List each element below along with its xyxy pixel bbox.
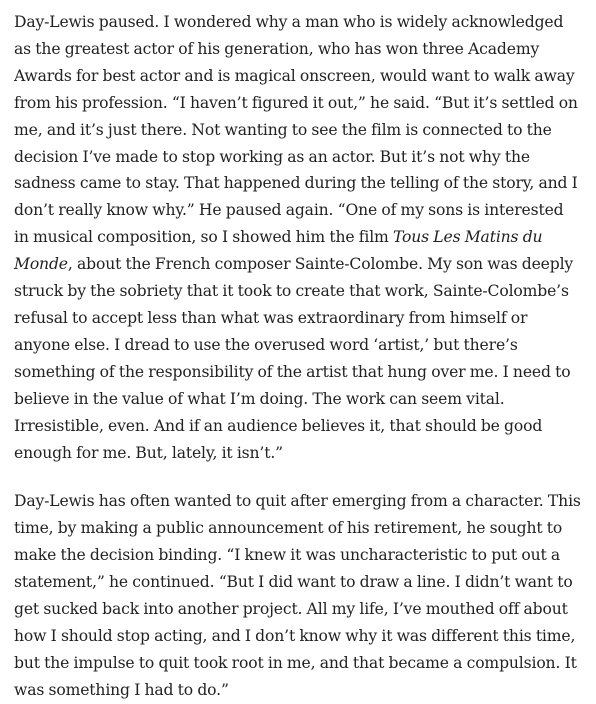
film-title: Tous Les Matins du Monde — [14, 228, 543, 274]
paragraph-2: Day-Lewis has often wanted to quit after emerging from a character. This time, by making a public announcement of his retirement, he sought to make the decision binding. “I knew it was uncharacteristic to put out a statement,” he continued. “But I did want to draw a line. I didn’t want to get sucked back into another project. All my life, I’ve mouthed off about how I should stop acting, and I don’t know why it was different this time, but the impulse to quit took root in me, and that became a compulsion. It was something I had to do.” — [14, 492, 581, 699]
paragraph-1 — [14, 9, 582, 466]
paragraph-1-text-after-title: , about the French composer Sainte-Colombe. My son was deeply struck by the sobriety that it took to create that work, Sainte-Colombe’s refusal to accept less than what was extraordinary from himself or anyone else. I dread to use the overused word ‘artist,’ but there’s something of the responsibility of the artist that hung over me. I need to believe in the value of what I’m doing. The work can seem vital. Irresistible, even. And if an audience believes it, that should be good enough for me. But, lately, it isn’t.” — [14, 255, 574, 462]
paragraph-1-text-before-title: Day-Lewis paused. I wondered why a man who is widely acknowledged as the greatest actor of his generation, who has won three Academy Awards for best actor and is magical onscreen, would want to walk away from his profession. “I haven’t figured it out,” he said. “But it’s settled on me, and it’s just there. Not wanting to see the film is connected to the decision I’ve made to stop working as an actor. But it’s not why the sadness came to stay. That happened during the telling of the story, and I don’t really know why.” He paused again. “One of my sons is interested in musical composition, so I showed him the film — [14, 13, 578, 247]
